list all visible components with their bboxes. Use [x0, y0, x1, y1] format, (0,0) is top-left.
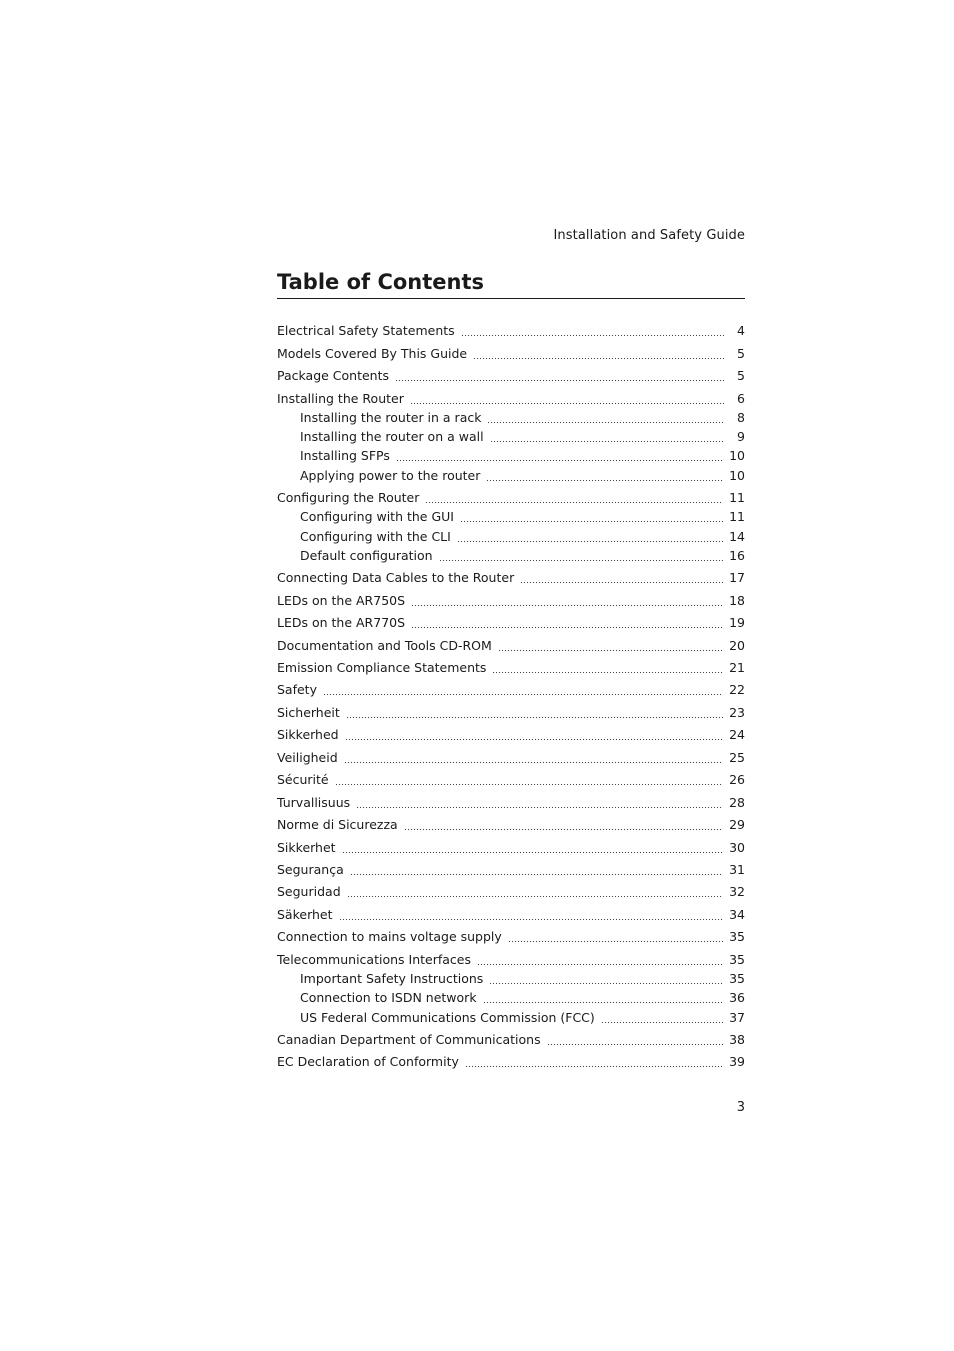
- dot-leader: [411, 617, 723, 629]
- dot-leader: [410, 393, 725, 405]
- toc-entry-label: Seguridad: [277, 884, 341, 899]
- toc-entry-page: 38: [729, 1032, 745, 1047]
- toc-entry[interactable]: [277, 989, 745, 1007]
- dot-leader: [489, 973, 723, 985]
- dot-leader: [477, 954, 723, 966]
- dot-leader: [395, 370, 725, 382]
- toc-entry-page: 35: [729, 929, 745, 944]
- toc-entry-page: 23: [729, 705, 745, 720]
- toc-entry-label: LEDs on the AR750S: [277, 593, 406, 608]
- toc-entry-label: Säkerhet: [277, 907, 333, 922]
- toc-entry[interactable]: [277, 1031, 745, 1049]
- dot-leader: [439, 550, 724, 562]
- toc-entry-page: 11: [729, 490, 745, 505]
- toc-entry-label: Sikkerhed: [277, 727, 339, 742]
- toc-entry-page: 18: [729, 593, 745, 608]
- toc-entry-page: 8: [737, 410, 745, 425]
- toc-entry-page: 21: [729, 660, 745, 675]
- toc-entry[interactable]: [277, 428, 745, 446]
- toc-entry[interactable]: [277, 547, 745, 565]
- toc-entry-page: 10: [729, 468, 745, 483]
- toc-entry-label: Emission Compliance Statements: [277, 660, 487, 675]
- dot-leader: [342, 842, 724, 854]
- toc-entry[interactable]: [277, 1009, 745, 1027]
- dot-leader: [601, 1012, 723, 1024]
- toc-entry-label: Default configuration: [300, 548, 433, 563]
- toc-entry[interactable]: [277, 367, 745, 385]
- toc-entry-label: Applying power to the router: [300, 468, 481, 483]
- toc-entry-page: 32: [729, 884, 745, 899]
- dot-leader: [498, 640, 723, 652]
- toc-entry-label: Canadian Department of Communications: [277, 1032, 541, 1047]
- toc-entry[interactable]: [277, 794, 745, 812]
- toc-entry[interactable]: [277, 592, 745, 610]
- toc-entry-page: 5: [737, 346, 745, 361]
- toc-entry-label: Installing the router in a rack: [300, 410, 482, 425]
- toc-entry[interactable]: [277, 704, 745, 722]
- toc-entry[interactable]: [277, 569, 745, 587]
- dot-leader: [547, 1034, 723, 1046]
- toc-entry-label: Segurança: [277, 862, 344, 877]
- toc-entry-page: 29: [729, 817, 745, 832]
- dot-leader: [345, 729, 723, 741]
- page-number: 3: [736, 1100, 745, 1115]
- toc-entry-label: LEDs on the AR770S: [277, 615, 406, 630]
- toc-entry[interactable]: [277, 614, 745, 632]
- dot-leader: [404, 819, 723, 831]
- toc-entry-page: 35: [729, 971, 745, 986]
- toc-entry-page: 17: [729, 570, 745, 585]
- toc-entry[interactable]: [277, 749, 745, 767]
- toc-entry[interactable]: [277, 409, 745, 427]
- toc-entry-label: Models Covered By This Guide: [277, 346, 468, 361]
- toc-entry-label: Electrical Safety Statements: [277, 323, 455, 338]
- toc-entry[interactable]: [277, 508, 745, 526]
- toc-entry[interactable]: [277, 771, 745, 789]
- toc-entry-label: Connection to ISDN network: [300, 990, 477, 1005]
- dot-leader: [346, 707, 723, 719]
- dot-leader: [465, 1056, 723, 1068]
- running-header: Installation and Safety Guide: [553, 228, 745, 243]
- toc-entry[interactable]: [277, 883, 745, 901]
- toc-entry[interactable]: [277, 489, 745, 507]
- toc-entry-page: 34: [729, 907, 745, 922]
- toc-entry[interactable]: [277, 906, 745, 924]
- toc-entry-page: 26: [729, 772, 745, 787]
- toc-entry-label: Sécurité: [277, 772, 329, 787]
- toc-entry[interactable]: [277, 861, 745, 879]
- dot-leader: [347, 886, 723, 898]
- toc-entry[interactable]: [277, 659, 745, 677]
- dot-leader: [335, 774, 723, 786]
- dot-leader: [339, 909, 724, 921]
- toc-entry[interactable]: [277, 1053, 745, 1071]
- toc-entry-page: 37: [729, 1010, 745, 1025]
- toc-entry-page: 31: [729, 862, 745, 877]
- toc-entry-label: Veiligheid: [277, 750, 338, 765]
- dot-leader: [461, 325, 725, 337]
- toc-entry[interactable]: [277, 345, 745, 363]
- toc-entry-label: Connecting Data Cables to the Router: [277, 570, 515, 585]
- toc-entry-label: Configuring with the CLI: [300, 529, 451, 544]
- toc-entry-label: Safety: [277, 682, 317, 697]
- toc-entry[interactable]: [277, 390, 745, 408]
- toc-entry-page: 30: [729, 840, 745, 855]
- toc-entry-page: 19: [729, 615, 745, 630]
- toc-entry-label: Connection to mains voltage supply: [277, 929, 502, 944]
- dot-leader: [473, 348, 725, 360]
- toc-entry-label: Configuring the Router: [277, 490, 420, 505]
- dot-leader: [457, 531, 723, 543]
- dot-leader: [344, 752, 723, 764]
- toc-entry[interactable]: [277, 816, 745, 834]
- toc-entry-page: 6: [737, 391, 745, 406]
- toc-entry-label: US Federal Communications Commission (FCC): [300, 1010, 595, 1025]
- toc-entry-label: Norme di Sicurezza: [277, 817, 398, 832]
- dot-leader: [396, 450, 723, 462]
- toc-entry-page: 22: [729, 682, 745, 697]
- dot-leader: [487, 412, 725, 424]
- toc-entry[interactable]: [277, 528, 745, 546]
- toc-entry-label: Telecommunications Interfaces: [277, 952, 471, 967]
- toc-entry-label: Installing SFPs: [300, 448, 390, 463]
- page-title: Table of Contents: [277, 270, 745, 299]
- toc-entry-page: 25: [729, 750, 745, 765]
- dot-leader: [460, 511, 723, 523]
- toc-entry-label: Installing the Router: [277, 391, 404, 406]
- toc-entry-label: Configuring with the GUI: [300, 509, 454, 524]
- dot-leader: [490, 431, 725, 443]
- dot-leader: [508, 931, 723, 943]
- toc-entry[interactable]: [277, 681, 745, 699]
- toc-entry-page: 16: [729, 548, 745, 563]
- dot-leader: [411, 595, 723, 607]
- toc-entry[interactable]: [277, 928, 745, 946]
- toc-entry-label: Sicherheit: [277, 705, 340, 720]
- toc-entry-label: Important Safety Instructions: [300, 971, 484, 986]
- toc-entry-label: Package Contents: [277, 368, 390, 383]
- toc-entry-page: 9: [737, 429, 745, 444]
- toc-entry[interactable]: [277, 726, 745, 744]
- dot-leader: [486, 470, 723, 482]
- dot-leader: [425, 492, 723, 504]
- dot-leader: [350, 864, 723, 876]
- toc-entry[interactable]: [277, 447, 745, 465]
- toc-entry-page: 14: [729, 529, 745, 544]
- toc-entry-label: Turvallisuus: [277, 795, 351, 810]
- toc-entry[interactable]: [277, 951, 745, 969]
- dot-leader: [492, 662, 723, 674]
- dot-leader: [520, 572, 723, 584]
- toc-entry[interactable]: [277, 839, 745, 857]
- toc-entry-page: 11: [729, 509, 745, 524]
- toc-entry-label: Documentation and Tools CD-ROM: [277, 638, 492, 653]
- toc-entry-page: 35: [729, 952, 745, 967]
- toc-entry[interactable]: [277, 970, 745, 988]
- dot-leader: [323, 684, 723, 696]
- toc-entry-page: 5: [737, 368, 745, 383]
- toc-entry-page: 4: [737, 323, 745, 338]
- toc-entry-label: Installing the router on a wall: [300, 429, 484, 444]
- toc-entry[interactable]: [277, 467, 745, 485]
- toc-entry-page: 10: [729, 448, 745, 463]
- dot-leader: [356, 797, 723, 809]
- toc-entry[interactable]: [277, 322, 745, 340]
- toc-entry-page: 36: [729, 990, 745, 1005]
- toc-entry[interactable]: [277, 637, 745, 655]
- toc-entry-page: 20: [729, 638, 745, 653]
- toc-entry-page: 24: [729, 727, 745, 742]
- toc-entry-label: Sikkerhet: [277, 840, 336, 855]
- dot-leader: [483, 992, 724, 1004]
- toc-entry-page: 39: [729, 1054, 745, 1069]
- toc-entry-page: 28: [729, 795, 745, 810]
- toc-entry-label: EC Declaration of Conformity: [277, 1054, 459, 1069]
